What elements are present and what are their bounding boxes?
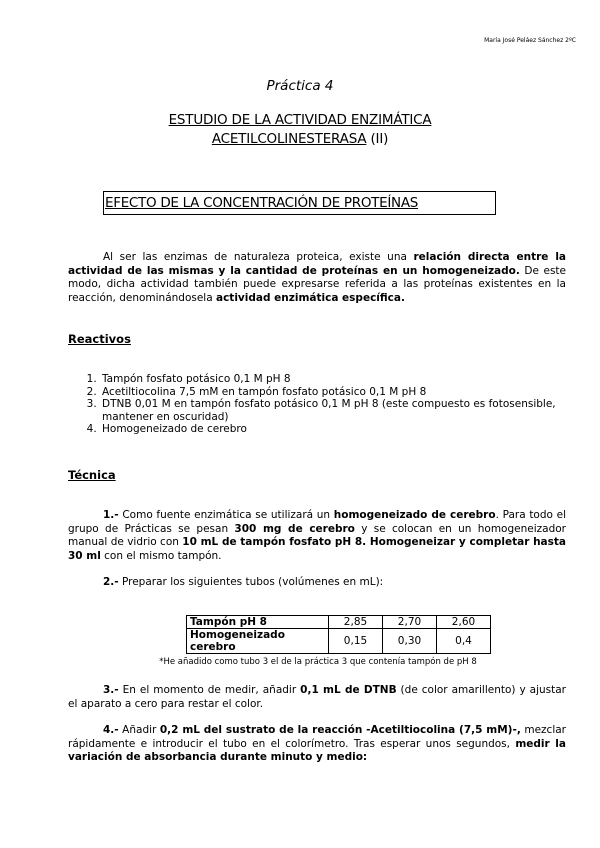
step-1-bold-3: 10 mL de tampón fosfato pH 8. Homogeneizar y completar hasta 30 ml	[68, 536, 566, 562]
step-2-paragraph	[68, 576, 566, 590]
step-4-text-1: Añadir	[118, 724, 160, 736]
table-row-label: Tampón pH 8	[187, 616, 329, 629]
reactivo-item: 4. Homogeneizado de cerebro	[100, 423, 566, 436]
title-line-1-text: ESTUDIO DE LA ACTIVIDAD ENZIMÁTICA	[168, 112, 432, 128]
author-header: María José Peláez Sánchez 2ºC	[484, 37, 576, 44]
step-4-paragraph	[68, 724, 566, 765]
intro-text-1: Al ser las enzimas de naturaleza proteica, existe una	[103, 251, 414, 263]
table-row	[187, 616, 491, 629]
section-subtitle: EFECTO DE LA CONCENTRACIÓN DE PROTEÍNAS	[105, 195, 419, 211]
step-1-paragraph	[68, 509, 566, 563]
intro-bold-2: actividad enzimática específica.	[216, 291, 405, 304]
step-1-text-1: Como fuente enzimática se utilizará un	[118, 509, 334, 521]
table-cell: 0,30	[383, 629, 437, 654]
table-row-label: Homogeneizado cerebro	[187, 629, 329, 654]
practice-number: Práctica 4	[266, 78, 334, 94]
reactivos-heading: Reactivos	[68, 332, 131, 346]
step-1-bold-2: 300 mg de cerebro	[234, 522, 355, 535]
table-cell: 2,85	[329, 616, 383, 629]
intro-bold-1: relación directa entre la actividad de las mismas y la cantidad de proteínas en un homogeneizado.	[68, 251, 566, 277]
step-3-text-2: (de color amarillento) y ajustar el aparato a cero para restar el color.	[68, 684, 566, 710]
step-4-number: 4.-	[103, 724, 119, 736]
step-2-number: 2.-	[103, 576, 119, 588]
table-row	[187, 629, 491, 654]
step-1-text-2: . Para todo el grupo de Prácticas se pesan	[68, 509, 567, 535]
step-1-text-3: y se colocan en un homogeneizador manual de vidrio con	[68, 522, 566, 548]
step-2-text: Preparar los siguientes tubos (volúmenes en mL):	[118, 576, 384, 588]
intro-text-2: De este modo, dicha actividad también puede expresarse referida a las proteínas existentes en la reacción, denominándosela	[68, 264, 566, 304]
table-footnote: *He añadido como tubo 3 el de la práctica 3 que contenía tampón de pH 8	[159, 657, 477, 667]
step-1-text-4: con el mismo tampón.	[100, 549, 222, 562]
step-1-number: 1.-	[103, 509, 119, 521]
table-cell: 0,15	[329, 629, 383, 654]
intro-paragraph	[68, 251, 566, 305]
step-3-paragraph	[68, 684, 566, 711]
table-cell: 2,60	[437, 616, 491, 629]
title-part-number: (II)	[366, 131, 389, 147]
table-cell: 2,70	[383, 616, 437, 629]
title-line-2	[0, 133, 600, 146]
reactivo-item: 2. Acetiltiocolina 7,5 mM en tampón fosfato potásico 0,1 M pH 8	[100, 386, 566, 399]
step-1-bold-1: homogeneizado de cerebro	[333, 509, 496, 521]
step-4-bold-1: 0,2 mL del sustrato de la reacción -Acetiltiocolina (7,5 mM)-,	[159, 724, 521, 736]
reactivos-list	[68, 373, 566, 436]
step-3-number: 3.-	[103, 684, 119, 696]
title-enzyme-name: ACETILCOLINESTERASA	[211, 131, 367, 147]
table-cell: 0,4	[437, 629, 491, 654]
reactivo-item: 1. Tampón fosfato potásico 0,1 M pH 8	[100, 373, 566, 386]
tecnica-heading: Técnica	[68, 468, 116, 482]
step-3-text-1: En el momento de medir, añadir	[118, 684, 301, 696]
step-3-bold-1: 0,1 mL de DTNB	[300, 684, 397, 696]
volumes-table	[186, 615, 491, 654]
title-line-1	[0, 114, 600, 127]
section-subtitle-box	[103, 191, 496, 215]
step-4-text-2: mezclar rápidamente e introducir el tubo en el colorímetro. Tras esperar unos segundos,	[68, 724, 566, 750]
reactivo-item: 3. DTNB 0,01 M en tampón fosfato potásico 0,1 M pH 8 (este compuesto es fotosensible, mantener en oscuridad)	[100, 398, 566, 423]
step-4-bold-2: medir la variación de absorbancia durante minuto y medio:	[68, 737, 566, 763]
